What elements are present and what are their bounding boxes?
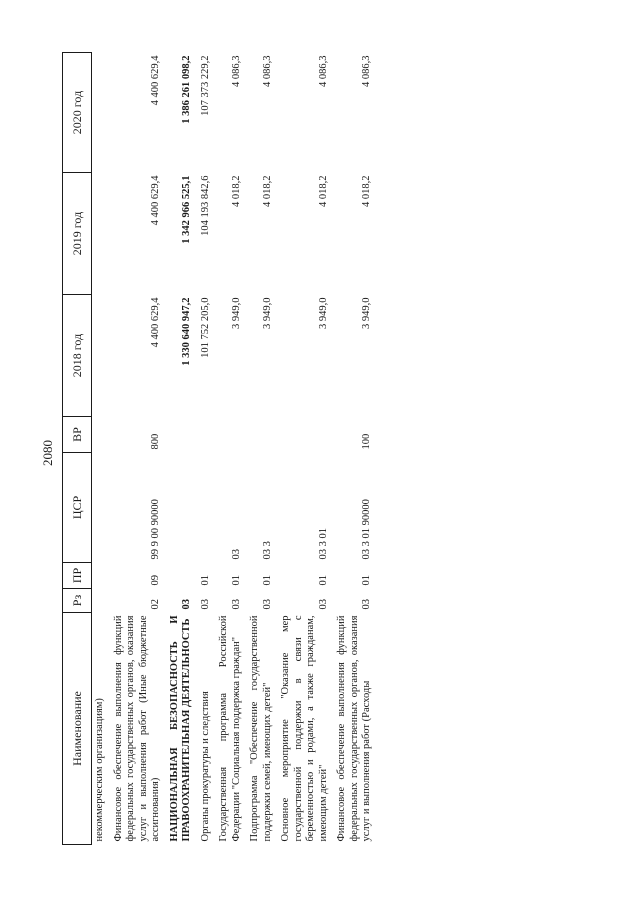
cell-rz: 02 <box>150 598 161 609</box>
table-row <box>278 52 334 844</box>
cell-y2018: 1 330 640 947,2 <box>181 297 192 366</box>
cell-y2018: 4 400 629,4 <box>150 297 161 347</box>
cell-y2019: 4 018,2 <box>317 175 329 207</box>
cell-y2018: 3 949,0 <box>361 297 372 329</box>
cell-y2020: 4 086,3 <box>361 55 372 87</box>
cell-name: Основное мероприятие "Оказание мер государственной поддержки в связи с беременностью и родами, а также гражданам, имеющим детей" <box>280 615 329 841</box>
cell-y2018 <box>92 294 111 416</box>
cell-vr <box>247 416 278 452</box>
cell-csr <box>167 452 198 562</box>
cell-vr <box>92 416 111 452</box>
cell-y2019: 4 400 629,4 <box>150 175 161 225</box>
cell-name: Органы прокуратуры и следствия <box>199 690 211 841</box>
cell-pr: 01 <box>199 574 211 585</box>
cell-rz: 03 <box>181 598 192 609</box>
cell-y2020: 4 400 629,4 <box>150 55 161 105</box>
col-header-2020: 2020 год <box>63 52 92 172</box>
cell-y2020: 4 086,3 <box>317 55 329 87</box>
cell-name: некоммерческим организациям) <box>94 697 105 841</box>
cell-pr <box>167 562 198 588</box>
cell-rz <box>92 588 111 612</box>
cell-vr <box>167 416 198 452</box>
cell-y2020: 1 386 261 098,2 <box>181 55 192 124</box>
cell-pr: 01 <box>317 574 329 585</box>
cell-vr <box>216 416 247 452</box>
cell-name: НАЦИОНАЛЬНАЯ БЕЗОПАСНОСТЬ И ПРАВООХРАНИТЕЛЬНАЯ ДЕЯТЕЛЬНОСТЬ <box>168 615 192 841</box>
cell-csr: 03 3 01 90000 <box>361 498 372 559</box>
table-row <box>167 52 198 844</box>
col-header-vr: ВР <box>63 416 92 452</box>
table-row <box>216 52 247 844</box>
cell-csr: 03 3 <box>261 540 273 559</box>
cell-vr: 800 <box>150 433 161 449</box>
cell-rz: 03 <box>199 598 211 609</box>
cell-csr <box>198 452 217 562</box>
table-row <box>92 52 111 844</box>
cell-y2020: 107 373 229,2 <box>199 55 211 116</box>
cell-rz: 03 <box>261 598 273 609</box>
table-row <box>111 52 167 844</box>
cell-name: Финансовое обеспечение выполнения функций федеральных государственных органов, оказания услуг и выполнения работ (Иные бюджетные ассигнования) <box>112 615 161 841</box>
col-header-csr: ЦСР <box>63 452 92 562</box>
cell-y2018: 101 752 205,0 <box>199 297 211 358</box>
cell-y2019 <box>92 172 111 294</box>
rotated-page <box>40 53 600 853</box>
cell-vr <box>198 416 217 452</box>
cell-rz: 03 <box>361 598 372 609</box>
col-header-2019: 2019 год <box>63 172 92 294</box>
cell-y2020: 4 086,3 <box>261 55 273 87</box>
cell-y2020: 4 086,3 <box>230 55 242 87</box>
cell-name: Государственная программа Российской Федерации "Социальная поддержка граждан" <box>218 615 242 841</box>
cell-csr: 03 3 01 <box>317 527 329 559</box>
cell-y2020 <box>92 52 111 172</box>
cell-csr <box>92 452 111 562</box>
cell-pr: 01 <box>361 574 372 585</box>
col-header-rz: Рз <box>63 588 92 612</box>
cell-pr: 09 <box>150 574 161 585</box>
col-header-name: Наименование <box>63 612 92 844</box>
cell-vr <box>278 416 334 452</box>
budget-table <box>62 52 378 845</box>
cell-pr: 01 <box>230 574 242 585</box>
table-row <box>334 52 378 844</box>
cell-rz: 03 <box>230 598 242 609</box>
table-row <box>247 52 278 844</box>
table-row <box>198 52 217 844</box>
cell-y2019: 4 018,2 <box>261 175 273 207</box>
cell-name: Финансовое обеспечение выполнения функций федеральных государственных органов, оказания услуг и выполнения работ (Расходы <box>336 615 372 841</box>
cell-y2018: 3 949,0 <box>230 297 242 329</box>
cell-y2018: 3 949,0 <box>261 297 273 329</box>
col-header-pr: ПР <box>63 562 92 588</box>
col-header-2018: 2018 год <box>63 294 92 416</box>
cell-y2018: 3 949,0 <box>317 297 329 329</box>
cell-pr: 01 <box>261 574 273 585</box>
cell-csr: 03 <box>230 548 242 559</box>
cell-y2019: 4 018,2 <box>230 175 242 207</box>
cell-y2019: 4 018,2 <box>361 175 372 207</box>
page-number: 2080 <box>40 439 55 466</box>
cell-name: Подпрограмма "Обеспечение государственной поддержки семей, имеющих детей" <box>249 615 273 841</box>
cell-rz: 03 <box>317 598 329 609</box>
header-row <box>63 52 92 844</box>
cell-vr: 100 <box>361 433 372 449</box>
table-body <box>92 52 378 844</box>
cell-y2019: 1 342 966 525,1 <box>181 175 192 244</box>
cell-csr: 99 9 00 90000 <box>150 498 161 559</box>
cell-pr <box>92 562 111 588</box>
cell-y2019: 104 193 842,6 <box>199 175 211 236</box>
